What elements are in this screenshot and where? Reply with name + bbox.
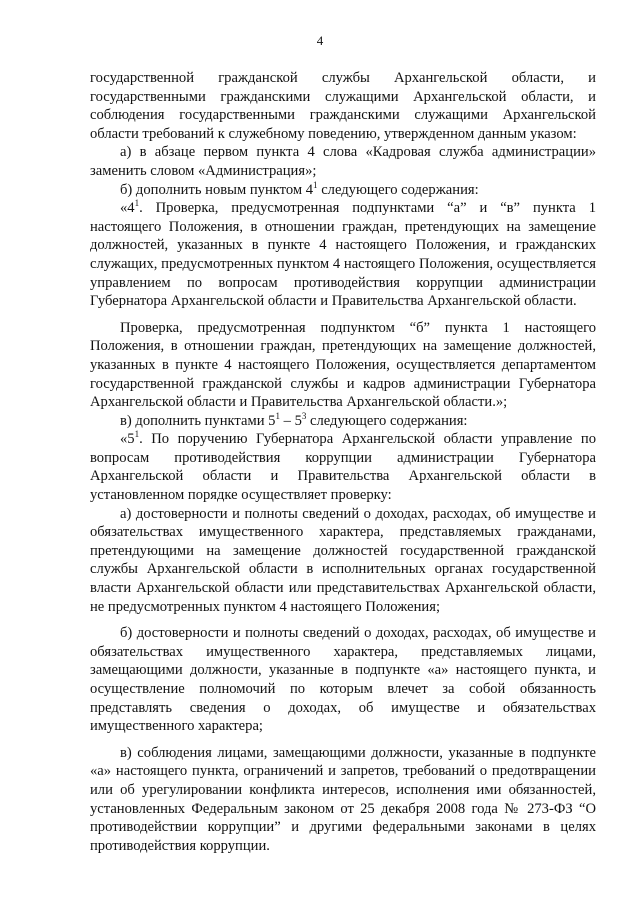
paragraph: в) дополнить пунктами $5^1 - 5^3$ следующего содержания: xyxy=(120,410,468,429)
paragraph: «$4^1$. Проверка, предусмотренная подпунктами “а” и “в” пункта 1 настоящего Положения, в отношении граждан, претендующих на замещение должностей, указанных в пункте 4 настоящего Положения, и гражданских служащих, предусмотренных пунктом 4 настоящего Положения, осуществляется управлением по вопросам противодействия коррупции администрации Губернатора Архангельской области и Правительства Архангельской области. xyxy=(90,198,596,310)
paragraph: а) в абзаце первом пункта 4 слова «Кадровая служба администрации» заменить словом «Администрация»; xyxy=(90,144,596,179)
document-body xyxy=(90,69,596,855)
paragraph: в) соблюдения лицами, замещающими должности, указанные в подпункте «а» настоящего пункта, ограничений и запретов, требований о предотвращении или об урегулировании конфликта интересов, исполнения ими обязанностей, установленных Федеральным законом от 25 декабря 2008 года № 273-ФЗ “О противодействии коррупции” и другими федеральными законами в целях противодействия коррупции. xyxy=(90,744,596,854)
paragraph: государственной гражданской службы Архангельской области, и государственными гражданскими служащими Архангельской области, и соблюдения государственными гражданскими служащими Архангельской области требований к служебному поведению, утвержденном данным указом: xyxy=(90,70,596,142)
paragraph: Проверка, предусмотренная подпунктом “б” пункта 1 настоящего Положения, в отношении граждан, претендующих на замещение должностей, указанных в пункте 4 настоящего Положения, осуществляется департаментом государственной гражданской службы и кадров администрации Губернатора Архангельской области и Правительства Архангельской области.»; xyxy=(90,319,596,411)
paragraph: а) достоверности и полноты сведений о доходах, расходах, об имуществе и обязательствах имущественного характера, представляемых гражданами, претендующими на замещение должностей государственной гражданской службы Архангельской области в исполнительных органах государственной власти Архангельской области или представительствах Архангельской области, не предусмотренных пунктом 4 настоящего Положения; xyxy=(90,505,596,615)
paragraph: б) достоверности и полноты сведений о доходах, расходах, об имуществе и обязательствах имущественного характера, представляемых лицами, замещающими должности, указанные в подпункте «а» настоящего пункта, и осуществление полномочий по которым влечет за собой обязанность представлять сведения о доходах, об имуществе и обязательствах имущественного характера; xyxy=(90,625,596,735)
paragraph: «$5^1$. По поручению Губернатора Архангельской области управление по вопросам противодействия коррупции администрации Губернатора Архангельской области и Правительства Архангельской области в установленном порядке осуществляет проверку: xyxy=(90,429,596,504)
paragraph: б) дополнить новым пунктом $4^1$ следующего содержания: xyxy=(120,179,479,198)
page-number: 4 xyxy=(316,33,324,48)
